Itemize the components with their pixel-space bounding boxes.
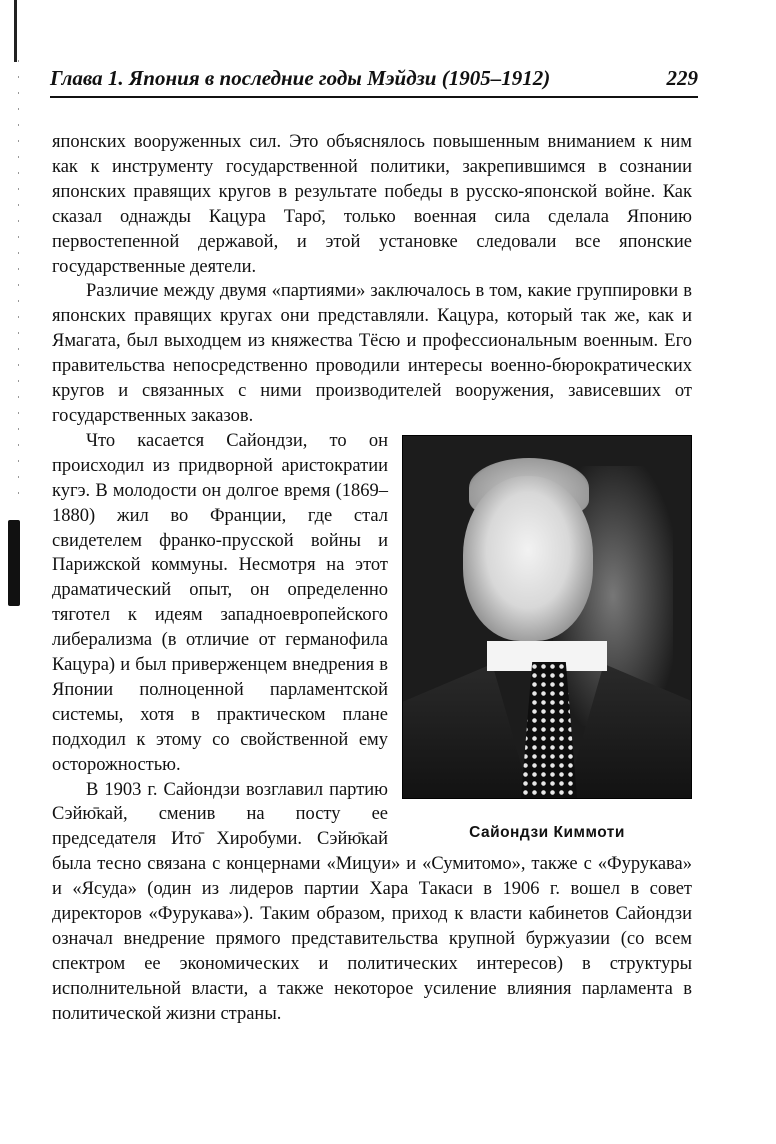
portrait-photo bbox=[402, 435, 692, 799]
scan-edge-blot bbox=[8, 520, 20, 606]
page-number: 229 bbox=[666, 66, 698, 90]
figure-caption: Сайондзи Киммоти bbox=[469, 823, 625, 841]
paragraph-4: В 1903 г. Сайондзи возглавил партию Сэйю̄кай, сменив на посту ее председателя Ито̄ Хиробуми. Сэйю̄кай была тесно связана с концернами «Мицуи» и «Сумитомо», также с «Фурукава» и «Ясуда» (один из лидеров партии Хара Такаси в 1906 г. вошел в совет директоров «Фурукава»). Таким образом, приход к власти кабинетов Сайондзи означал внедрение прямого представительства крупной буржуазии (со всем спектром ее экономических и политических интересов) в структуры исполнительной власти, а также некоторое усиление влияния парламента в политической жизни страны. bbox=[52, 779, 692, 1024]
scan-edge-mark bbox=[14, 0, 17, 62]
portrait-figure bbox=[402, 435, 692, 846]
paragraph-1: японских вооруженных сил. Это объяснялось повышенным вниманием к ним как к инструменту государственной политики, закрепившимся в сознании японских правящих кругов в результате победы в русско-японской войне. Как сказал однажды Кацура Таро̄, только военная сила сделала Японию первостепенной державой, и этой установке следовали все японские государственные деятели. bbox=[52, 132, 692, 277]
photo-face bbox=[463, 476, 593, 641]
chapter-title: Глава 1. Япония в последние годы Мэйдзи (1905–1912) bbox=[50, 66, 551, 90]
running-header bbox=[50, 64, 698, 98]
paragraph-2: Различие между двумя «партиями» заключалось в том, какие группировки в японских правящих кругах они представляли. Кацура, который так же, как и Ямагата, был выходцем из княжества Тёсю и профессиональным военным. Его правительства непосредственно проводили интересы военно-бюрократических кругов и связанных с ними производителей вооружения, зависевших от государственных заказов. bbox=[52, 281, 692, 426]
body-text bbox=[52, 130, 692, 1027]
scan-margin-dots bbox=[18, 60, 19, 500]
paragraph-3: Что касается Сайондзи, то он происходил из придворной аристократии кугэ. В молодости он долгое время (1869–1880) жил во Франции, где стал свидетелем франко-прусской войны и Парижской коммуны. Несмотря на этот драматический опыт, он определенно тяготел к идеям западноевропейского либерализма (в отличие от германофила Кацура) и был приверженцем внедрения в Японии полноценной парламентской системы, хотя в практическом плане подходил к этому со свойственной ему осторожностью. bbox=[52, 430, 388, 775]
